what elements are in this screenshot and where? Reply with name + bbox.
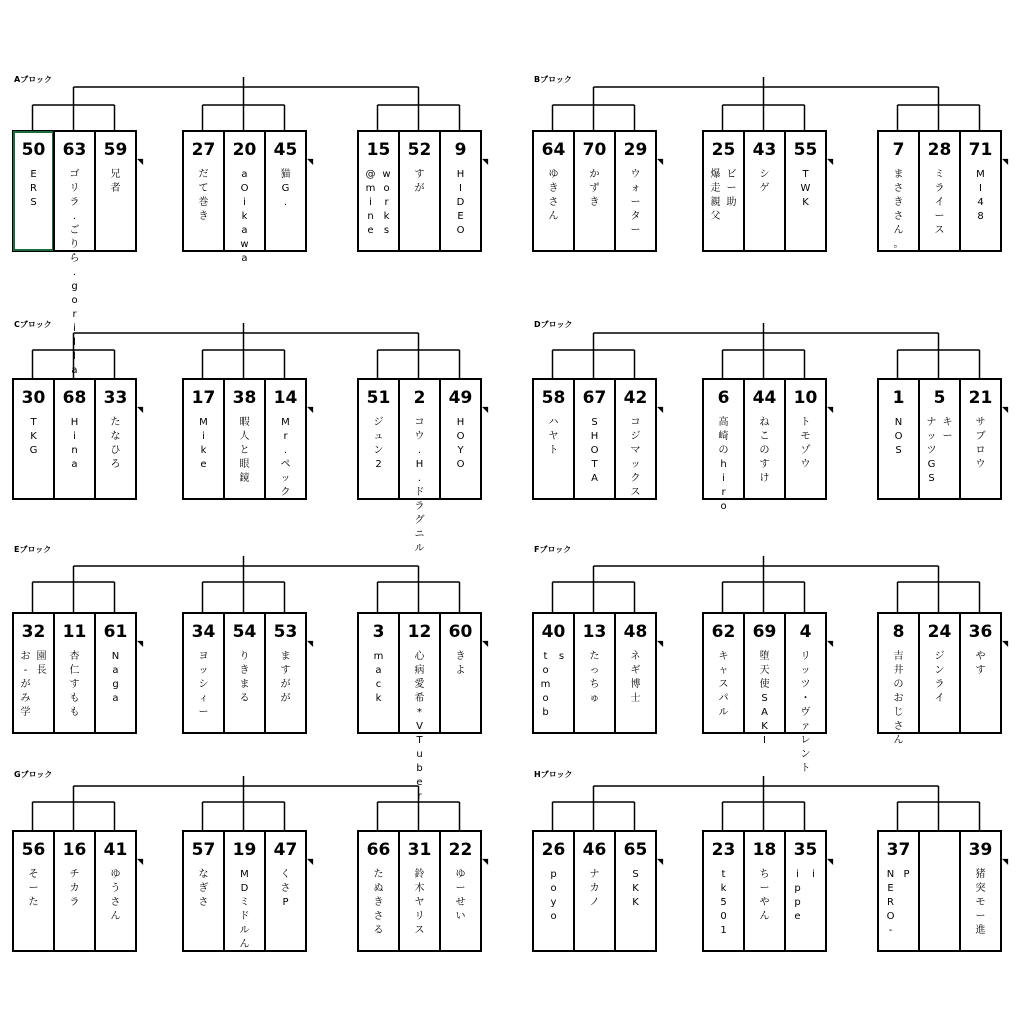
block-label: Aブロック	[14, 75, 53, 84]
entry-name: な ぎ さ	[198, 869, 209, 908]
entry-cell[interactable]	[439, 130, 482, 252]
entry-name: T K G	[29, 417, 38, 456]
seed-number: 38	[232, 388, 257, 408]
entry-cell[interactable]	[959, 130, 1002, 252]
entry-name: ゆ う さ ん	[110, 869, 121, 922]
entry-name: 杏 仁 す も も	[69, 651, 80, 718]
entry-cell[interactable]	[614, 830, 657, 952]
seed-number: 34	[191, 622, 216, 642]
seed-number: 39	[968, 840, 993, 860]
entry-cell[interactable]	[182, 130, 225, 252]
corner-mark: ◥	[482, 405, 489, 414]
seed-number: 23	[711, 840, 736, 860]
seed-number: 56	[21, 840, 46, 860]
entry-cell[interactable]	[614, 378, 657, 500]
entry-cell[interactable]	[784, 830, 827, 952]
seed-number: 19	[232, 840, 257, 860]
seed-number: 11	[62, 622, 87, 642]
entry-cell[interactable]	[357, 378, 400, 500]
seed-number: 36	[968, 622, 993, 642]
entry-name: チ カ ラ	[69, 869, 80, 908]
entry-cell[interactable]	[182, 378, 225, 500]
entry-name: M r . ペ ッ ク	[280, 417, 291, 498]
entry-cell[interactable]	[12, 830, 55, 952]
entry-name: ジ ュ ン 2	[373, 417, 384, 470]
entry-cell[interactable]	[53, 612, 96, 734]
block-label: Fブロック	[534, 545, 572, 554]
corner-mark: ◥	[827, 405, 834, 414]
seed-number: 70	[582, 140, 607, 160]
entry-name: 鈴 木 ヤ リ ス	[414, 869, 425, 936]
entry-cell[interactable]	[12, 378, 55, 500]
entry-cell[interactable]	[94, 612, 137, 734]
seed-number: 33	[103, 388, 128, 408]
entry-cell[interactable]	[223, 612, 266, 734]
seed-number: 28	[927, 140, 952, 160]
seed-number: 51	[366, 388, 391, 408]
entry-name: サ ブ ロ ウ	[975, 417, 986, 470]
seed-number: 46	[582, 840, 607, 860]
entry-cell[interactable]	[53, 130, 96, 376]
entry-name: N E R O - P	[886, 869, 910, 936]
entry-name: ナ カ ノ	[589, 869, 600, 908]
seed-number: 17	[191, 388, 216, 408]
corner-mark: ◥	[827, 857, 834, 866]
entry-cell[interactable]	[918, 130, 961, 252]
seed-number: 64	[541, 140, 566, 160]
seed-number: 47	[273, 840, 298, 860]
entry-name: H i n a	[70, 417, 79, 470]
entry-name: く さ P	[280, 869, 291, 908]
entry-name: ジ ン ラ イ	[934, 651, 945, 704]
entry-cell[interactable]	[573, 612, 616, 734]
entry-name: き よ	[455, 651, 466, 676]
entry-name: 猫 G .	[280, 169, 291, 208]
corner-mark: ◥	[827, 639, 834, 648]
seed-number: 31	[407, 840, 432, 860]
entry-name: ゆ ー せ い	[455, 869, 466, 922]
entry-name: ナ ッ ツ G S キ ー	[926, 417, 953, 484]
entry-name: ト モ ゾ ウ	[800, 417, 811, 470]
entry-name: 兄 者	[110, 169, 121, 194]
entry-name: 暇 人 と 眼 鏡	[239, 417, 250, 484]
block-label: Cブロック	[14, 320, 52, 329]
entry-cell[interactable]	[398, 612, 441, 802]
entry-cell[interactable]	[439, 612, 482, 734]
entry-name: た ぬ き さ る	[373, 869, 384, 936]
corner-mark: ◥	[307, 405, 314, 414]
entry-cell[interactable]	[398, 830, 441, 952]
entry-cell[interactable]	[12, 612, 55, 734]
corner-mark: ◥	[307, 157, 314, 166]
corner-mark: ◥	[657, 157, 664, 166]
seed-number: 8	[892, 622, 905, 642]
seed-number: 12	[407, 622, 432, 642]
corner-mark: ◥	[1002, 639, 1009, 648]
entry-name: ね こ の す け	[759, 417, 770, 484]
seed-number: 14	[273, 388, 298, 408]
entry-name: ネ ギ 博 士	[630, 651, 641, 704]
corner-mark: ◥	[307, 857, 314, 866]
entry-cell[interactable]	[959, 830, 1002, 952]
entry-cell[interactable]	[959, 378, 1002, 500]
entry-name: M D ミ ド ル ん	[239, 869, 250, 950]
entry-name: り き ま る	[239, 651, 250, 704]
corner-mark: ◥	[1002, 857, 1009, 866]
block-label: Dブロック	[534, 320, 573, 329]
seed-number: 67	[582, 388, 607, 408]
seed-number: 30	[21, 388, 46, 408]
entry-name: S K K	[632, 869, 639, 908]
entry-cell[interactable]	[439, 830, 482, 952]
seed-number: 50	[21, 140, 46, 160]
entry-cell[interactable]	[357, 612, 400, 734]
seed-number: 57	[191, 840, 216, 860]
entry-cell[interactable]	[784, 130, 827, 252]
entry-cell[interactable]	[357, 130, 400, 252]
entry-cell[interactable]	[877, 612, 920, 746]
entry-cell[interactable]	[877, 830, 920, 952]
seed-number: 5	[933, 388, 946, 408]
entry-name: ハ ヤ ト	[548, 417, 559, 456]
seed-number: 25	[711, 140, 736, 160]
entry-name: a O i k a w a	[240, 169, 249, 264]
entry-name: 猪 突 モ ー 進	[975, 869, 986, 936]
seed-number: 55	[793, 140, 818, 160]
seed-number: 63	[62, 140, 87, 160]
seed-number: 43	[752, 140, 777, 160]
corner-mark: ◥	[482, 157, 489, 166]
seed-number: 54	[232, 622, 257, 642]
seed-number: 7	[892, 140, 905, 160]
entry-name: i p p e i	[794, 869, 815, 922]
seed-number: 20	[232, 140, 257, 160]
corner-mark: ◥	[482, 857, 489, 866]
entry-cell[interactable]	[918, 830, 961, 952]
corner-mark: ◥	[137, 405, 144, 414]
entry-cell[interactable]	[223, 378, 266, 500]
entry-name: お - が み 学 園 長	[20, 651, 47, 718]
entry-cell[interactable]	[439, 378, 482, 500]
entry-name: t k 5 0 1	[720, 869, 727, 936]
entry-name: M i k e	[199, 417, 208, 470]
seed-number: 49	[448, 388, 473, 408]
corner-mark: ◥	[657, 405, 664, 414]
entry-cell[interactable]	[398, 378, 441, 554]
seed-number: 2	[413, 388, 426, 408]
seed-number: 6	[717, 388, 730, 408]
entry-name: ま す が が	[280, 651, 291, 704]
entry-cell[interactable]	[573, 130, 616, 252]
seed-number: 68	[62, 388, 87, 408]
entry-name: ま さ き さ ん 。	[893, 169, 904, 250]
seed-number: 15	[366, 140, 391, 160]
entry-cell[interactable]	[918, 378, 961, 500]
entry-cell[interactable]	[877, 130, 920, 252]
entry-name: 爆 走 親 父 ビ ー 助	[710, 169, 737, 222]
entry-cell[interactable]	[223, 130, 266, 264]
entry-cell[interactable]	[94, 378, 137, 500]
seed-number: 40	[541, 622, 566, 642]
entry-cell[interactable]	[94, 130, 137, 252]
seed-number: 18	[752, 840, 777, 860]
entry-name	[920, 868, 959, 946]
corner-mark: ◥	[657, 857, 664, 866]
entry-cell[interactable]	[223, 830, 266, 952]
entry-name: E R S	[30, 169, 37, 208]
seed-number: 53	[273, 622, 298, 642]
seed-number: 10	[793, 388, 818, 408]
entry-cell[interactable]	[532, 830, 575, 952]
seed-number: 21	[968, 388, 993, 408]
seed-number: 60	[448, 622, 473, 642]
seed-number: 13	[582, 622, 607, 642]
seed-number: 52	[407, 140, 432, 160]
entry-cell[interactable]	[918, 612, 961, 734]
entry-name: 高 崎 の h i r o	[718, 417, 729, 512]
entry-cell[interactable]	[784, 612, 827, 774]
entry-cell[interactable]	[614, 130, 657, 252]
entry-name: か ず き	[589, 169, 600, 208]
entry-name: @ m i n e w o r k s	[365, 169, 391, 236]
seed-number: 9	[454, 140, 467, 160]
entry-name: ち ー や ん	[759, 869, 770, 922]
entry-cell[interactable]	[959, 612, 1002, 734]
seed-number: 22	[448, 840, 473, 860]
seed-number: 3	[372, 622, 385, 642]
seed-number: 61	[103, 622, 128, 642]
entry-name: た っ ち ゅ	[589, 651, 600, 704]
entry-name: H I D E O	[456, 169, 465, 236]
entry-name: だ て 巻 き	[198, 169, 209, 222]
corner-mark: ◥	[482, 639, 489, 648]
seed-number: 37	[886, 840, 911, 860]
seed-number: 27	[191, 140, 216, 160]
entry-name: N a g a	[111, 651, 120, 704]
seed-number: 26	[541, 840, 566, 860]
corner-mark: ◥	[137, 857, 144, 866]
entry-name: ミ ラ イ ー ス	[934, 169, 945, 236]
seed-number: 24	[927, 622, 952, 642]
corner-mark: ◥	[1002, 157, 1009, 166]
entry-name: ウ ォ ー タ ー	[630, 169, 641, 236]
corner-mark: ◥	[827, 157, 834, 166]
entry-name: M I 4 8	[976, 169, 985, 222]
entry-cell[interactable]	[53, 830, 96, 952]
seed-number: 4	[799, 622, 812, 642]
seed-number: 41	[103, 840, 128, 860]
entry-cell[interactable]	[12, 130, 55, 252]
entry-name: そ ー た	[28, 869, 39, 908]
entry-name: ゆ き さ ん	[548, 169, 559, 222]
entry-name: す が	[414, 169, 425, 194]
entry-cell[interactable]	[182, 830, 225, 952]
corner-mark: ◥	[1002, 405, 1009, 414]
seed-number: 62	[711, 622, 736, 642]
entry-name: p o y o	[550, 869, 557, 922]
entry-name: や す	[975, 651, 986, 676]
entry-name: ヨ ッ シ ィ ー	[198, 651, 209, 718]
seed-number: 58	[541, 388, 566, 408]
entry-cell[interactable]	[702, 130, 745, 252]
seed-number: 42	[623, 388, 648, 408]
entry-name: S H O T A	[590, 417, 599, 484]
entry-cell[interactable]	[743, 130, 786, 252]
entry-name: リ ッ ツ ・ ヴ ァ レ ン ト	[800, 651, 811, 774]
corner-mark: ◥	[657, 639, 664, 648]
entry-name: た な ひ ろ	[110, 417, 121, 470]
entry-cell[interactable]	[532, 378, 575, 500]
entry-name: シ ゲ	[759, 169, 770, 194]
entry-name: 心 病 愛 希 * V T u b e r	[414, 651, 425, 802]
entry-cell[interactable]	[702, 378, 745, 512]
entry-cell[interactable]	[532, 612, 575, 734]
seed-number: 29	[623, 140, 648, 160]
corner-mark: ◥	[307, 639, 314, 648]
entry-name: H O Y O	[456, 417, 465, 470]
entry-name: 堕 天 使 S A K I	[759, 651, 770, 746]
entry-cell[interactable]	[702, 830, 745, 952]
corner-mark: ◥	[137, 639, 144, 648]
entry-cell[interactable]	[357, 830, 400, 952]
block-label: Bブロック	[534, 75, 572, 84]
entry-cell[interactable]	[264, 378, 307, 500]
entry-cell[interactable]	[182, 612, 225, 734]
seed-number: 66	[366, 840, 391, 860]
entry-cell[interactable]	[398, 130, 441, 252]
entry-cell[interactable]	[94, 830, 137, 952]
entry-cell[interactable]	[877, 378, 920, 500]
entry-name: キ ャ ス パ ル	[718, 651, 729, 718]
entry-cell[interactable]	[702, 612, 745, 734]
seed-number: 65	[623, 840, 648, 860]
block-label: Eブロック	[14, 545, 52, 554]
seed-number: 1	[892, 388, 905, 408]
entry-cell[interactable]	[264, 830, 307, 952]
block-label: Hブロック	[534, 770, 573, 779]
seed-number: 59	[103, 140, 128, 160]
seed-number: 32	[21, 622, 46, 642]
entry-name: 吉 井 の お じ さ ん	[893, 651, 904, 746]
entry-cell[interactable]	[743, 612, 786, 746]
entry-cell[interactable]	[532, 130, 575, 252]
corner-mark: ◥	[137, 157, 144, 166]
seed-number: 71	[968, 140, 993, 160]
entry-cell[interactable]	[573, 830, 616, 952]
seed-number: 16	[62, 840, 87, 860]
entry-name: コ ジ マ ッ ク ス	[630, 417, 641, 498]
seed-number: 45	[273, 140, 298, 160]
seed-number: 44	[752, 388, 777, 408]
entry-cell[interactable]	[573, 378, 616, 500]
entry-name: コ ウ . H . ド ラ グ ニ ル	[414, 417, 425, 554]
entry-name: ゴ リ ラ . ご り ら . g o r i l l a	[69, 169, 80, 376]
entry-cell[interactable]	[614, 612, 657, 734]
entry-cell[interactable]	[264, 612, 307, 734]
entry-cell[interactable]	[53, 378, 96, 500]
entry-name: m a c k	[373, 651, 384, 704]
entry-name: t o m o b s	[540, 651, 565, 718]
seed-number: 35	[793, 840, 818, 860]
seed-number: 48	[623, 622, 648, 642]
entry-name: T W K	[800, 169, 811, 208]
block-label: Gブロック	[14, 770, 53, 779]
entry-cell[interactable]	[784, 378, 827, 500]
entry-cell[interactable]	[743, 830, 786, 952]
seed-number: 69	[752, 622, 777, 642]
entry-cell[interactable]	[264, 130, 307, 252]
entry-cell[interactable]	[743, 378, 786, 500]
entry-name: N O S	[894, 417, 903, 456]
